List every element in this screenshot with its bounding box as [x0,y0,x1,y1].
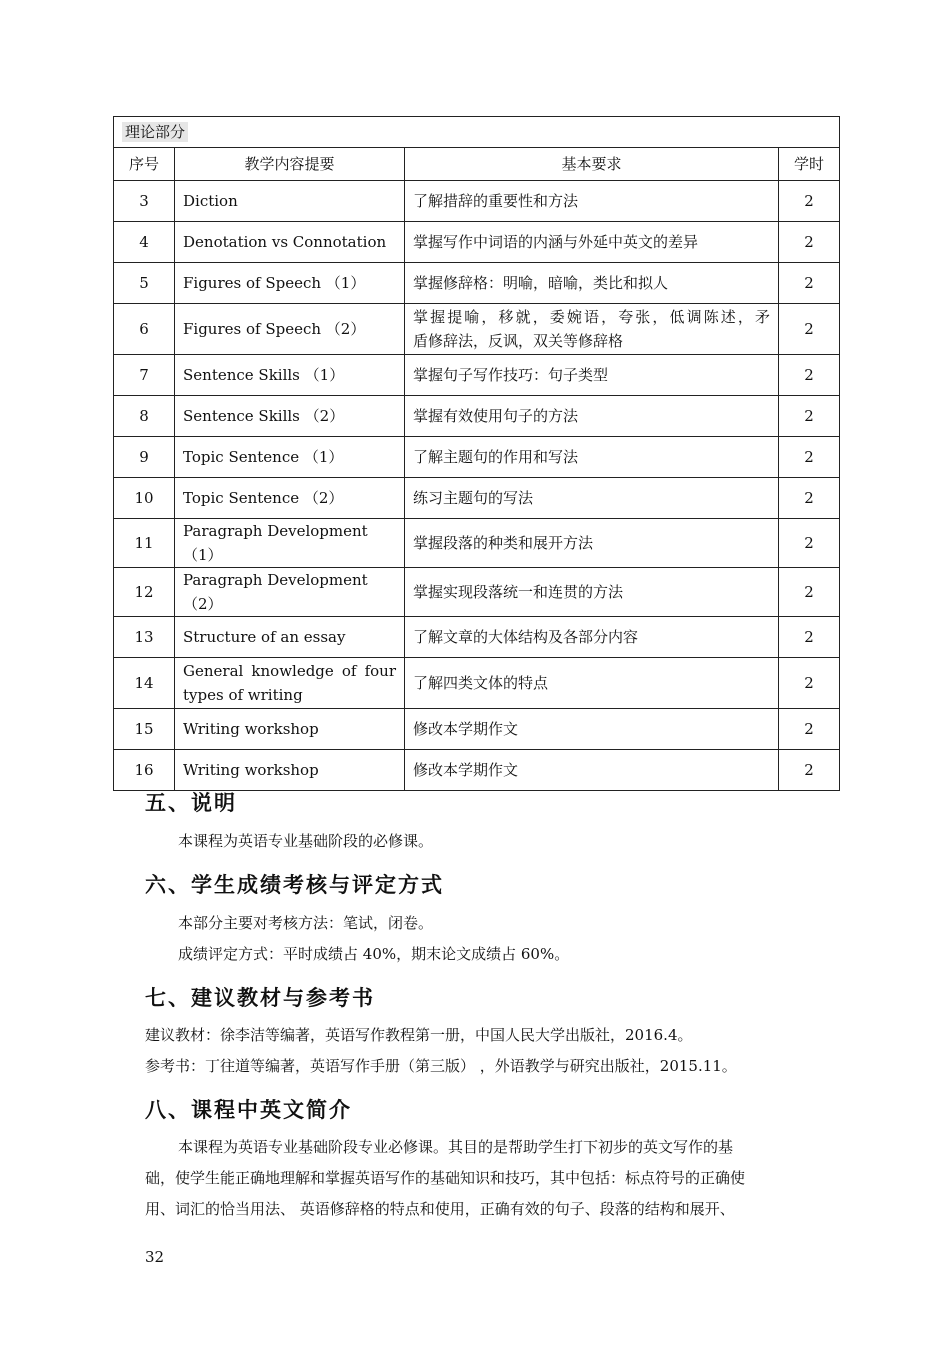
row-content: Denotation vs Connotation [175,222,405,263]
section-label-cell [114,117,840,148]
table-row [114,222,840,263]
textbook-line: 建议教材：徐李洁等编著，英语写作教程第一册，中国人民大学出版社，2016.4。 [145,1026,693,1044]
section-5-heading: 五、说明 [145,790,237,815]
row-content-line1: General knowledge of four [183,662,396,680]
table-row [114,181,840,222]
row-requirement: 了解四类文体的特点 [405,658,779,709]
row-requirement: 掌握实现段落统一和连贯的方法 [405,568,779,617]
section-7-heading: 七、建议教材与参考书 [145,985,375,1010]
row-hours: 2 [779,709,840,750]
row-content: Sentence Skills （1） [175,355,405,396]
table-row [114,709,840,750]
row-no: 10 [114,478,175,519]
row-requirement: 了解措辞的重要性和方法 [405,181,779,222]
row-hours: 2 [779,181,840,222]
row-no: 13 [114,617,175,658]
row-no: 11 [114,519,175,568]
course-content-table [113,116,840,791]
row-content: Topic Sentence （2） [175,478,405,519]
intro-line-2: 础，使学生能正确地理解和掌握英语写作的基础知识和技巧，其中包括：标点符号的正确使 [145,1169,746,1187]
header-hours: 学时 [779,148,840,181]
table-row [114,568,840,617]
row-content: Sentence Skills （2） [175,396,405,437]
table-row [114,304,840,355]
row-requirement: 掌握段落的种类和展开方法 [405,519,779,568]
row-hours: 2 [779,355,840,396]
row-no: 14 [114,658,175,709]
section-5-text: 本课程为英语专业基础阶段的必修课。 [178,832,434,850]
table-header-row [114,148,840,181]
row-content: Diction [175,181,405,222]
row-content: Figures of Speech （1） [175,263,405,304]
section-6-text-1: 本部分主要对考核方法：笔试，闭卷。 [178,914,434,932]
row-content: Structure of an essay [175,617,405,658]
row-no: 8 [114,396,175,437]
row-no: 7 [114,355,175,396]
row-requirement: 掌握有效使用句子的方法 [405,396,779,437]
row-hours: 2 [779,437,840,478]
row-requirement-line2: 盾修辞法，反讽，双关等修辞格 [413,332,624,350]
intro-line-1: 本课程为英语专业基础阶段专业必修课。其目的是帮助学生打下初步的英文写作的基 [178,1138,734,1156]
row-requirement: 掌握写作中词语的内涵与外延中英文的差异 [405,222,779,263]
table-row [114,437,840,478]
row-no: 5 [114,263,175,304]
table-title-row [114,117,840,148]
row-content: Paragraph Development （1） [175,519,405,568]
row-requirement-line1: 掌握提喻，移就，委婉语，夸张，低调陈述，矛 [413,308,770,326]
row-requirement: 掌握修辞格：明喻，暗喻，类比和拟人 [405,263,779,304]
table-row [114,355,840,396]
row-hours: 2 [779,617,840,658]
row-content: Writing workshop [175,750,405,791]
row-no: 4 [114,222,175,263]
row-requirement: 了解文章的大体结构及各部分内容 [405,617,779,658]
row-hours: 2 [779,222,840,263]
row-requirement: 练习主题句的写法 [405,478,779,519]
row-requirement: 了解主题句的作用和写法 [405,437,779,478]
intro-line-3: 用、词汇的恰当用法、 英语修辞格的特点和使用，正确有效的句子、段落的结构和展开、 [145,1200,735,1218]
section-label: 理论部分 [122,122,188,142]
row-content: Topic Sentence （1） [175,437,405,478]
table-row [114,263,840,304]
row-content [175,658,405,709]
row-requirement: 掌握句子写作技巧：句子类型 [405,355,779,396]
row-no: 9 [114,437,175,478]
row-requirement: 修改本学期作文 [405,750,779,791]
row-content-line2: types of writing [183,686,303,704]
row-no: 3 [114,181,175,222]
row-no: 6 [114,304,175,355]
section-8-heading: 八、课程中英文简介 [145,1097,352,1122]
row-hours: 2 [779,568,840,617]
row-content: Paragraph Development （2） [175,568,405,617]
header-requirement: 基本要求 [405,148,779,181]
row-requirement [405,304,779,355]
row-hours: 2 [779,750,840,791]
row-hours: 2 [779,658,840,709]
row-content: Figures of Speech （2） [175,304,405,355]
table-row [114,617,840,658]
row-hours: 2 [779,304,840,355]
row-no: 12 [114,568,175,617]
table-row [114,478,840,519]
reference-line: 参考书：丁往道等编著，英语写作手册（第三版） ，外语教学与研究出版社，2015.11。 [145,1057,737,1075]
row-no: 15 [114,709,175,750]
header-no: 序号 [114,148,175,181]
row-requirement: 修改本学期作文 [405,709,779,750]
table-row [114,396,840,437]
table-row [114,750,840,791]
section-6-heading: 六、学生成绩考核与评定方式 [145,872,444,897]
row-no: 16 [114,750,175,791]
section-6-text-2: 成绩评定方式：平时成绩占 40%，期末论文成绩占 60%。 [178,945,570,963]
table-row [114,658,840,709]
row-content: Writing workshop [175,709,405,750]
row-hours: 2 [779,263,840,304]
page-number: 32 [145,1248,165,1266]
row-hours: 2 [779,478,840,519]
row-hours: 2 [779,519,840,568]
header-content: 教学内容提要 [175,148,405,181]
table-row [114,519,840,568]
row-hours: 2 [779,396,840,437]
